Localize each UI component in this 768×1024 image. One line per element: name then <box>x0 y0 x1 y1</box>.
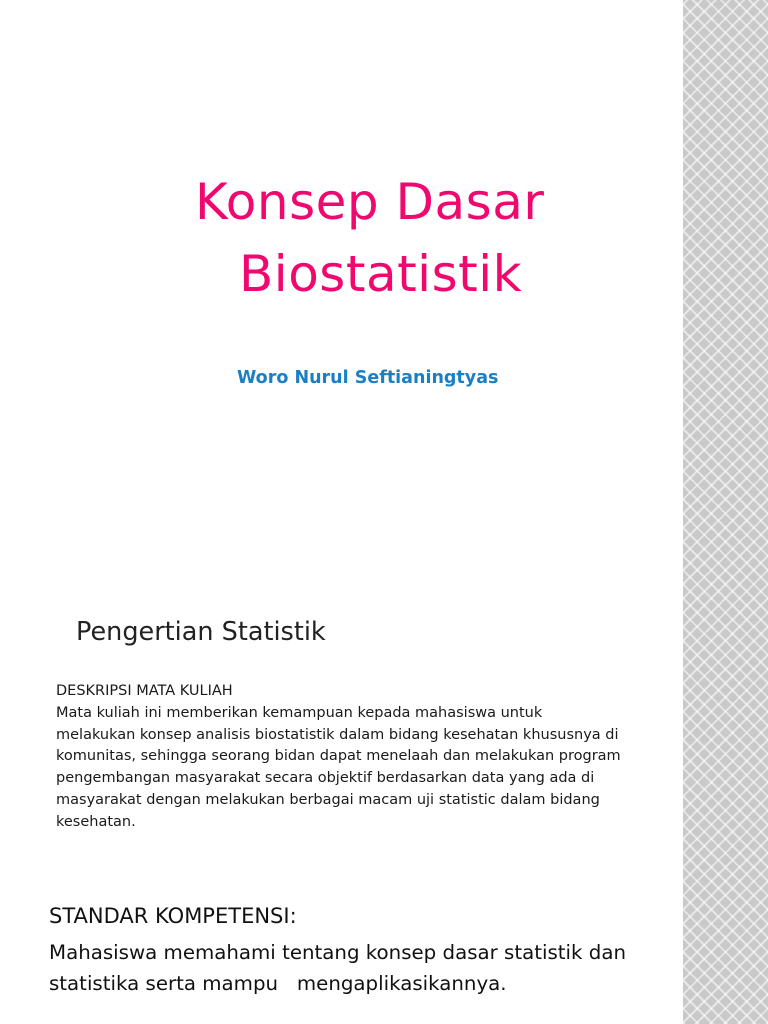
description-line: Mata kuliah ini memberikan kemampuan kepada mahasiswa untuk <box>56 704 543 721</box>
title-line-2: Biostatistik <box>239 245 523 303</box>
description-line: komunitas, sehingga seorang bidan dapat menelaah dan melakukan program <box>56 748 621 765</box>
description-label: DESKRIPSI MATA KULIAH <box>56 683 233 699</box>
description-line: melakukan konsep analisis biostatistik dalam bidang kesehatan khususnya di <box>56 726 619 743</box>
title-line-1: Konsep Dasar <box>195 173 545 231</box>
standard-line: Mahasiswa memahami tentang konsep dasar statistik dan <box>49 941 626 964</box>
description-line: pengembangan masyarakat secara objektif berdasarkan data yang ada di <box>56 770 595 787</box>
description-line: masyarakat dengan melakukan berbagai macam uji statistic dalam bidang <box>56 791 600 808</box>
standard-body <box>49 937 689 999</box>
course-description <box>56 681 696 834</box>
decorative-side-band <box>683 0 768 1024</box>
standard-line: statistika serta mampu mengaplikasikannya. <box>49 972 507 995</box>
standard-heading: STANDAR KOMPETENSI: <box>49 904 297 928</box>
document-title <box>195 166 665 310</box>
section-heading: Pengertian Statistik <box>76 617 326 647</box>
description-line: kesehatan. <box>56 813 136 830</box>
author-name: Woro Nurul Seftianingtyas <box>237 368 499 388</box>
